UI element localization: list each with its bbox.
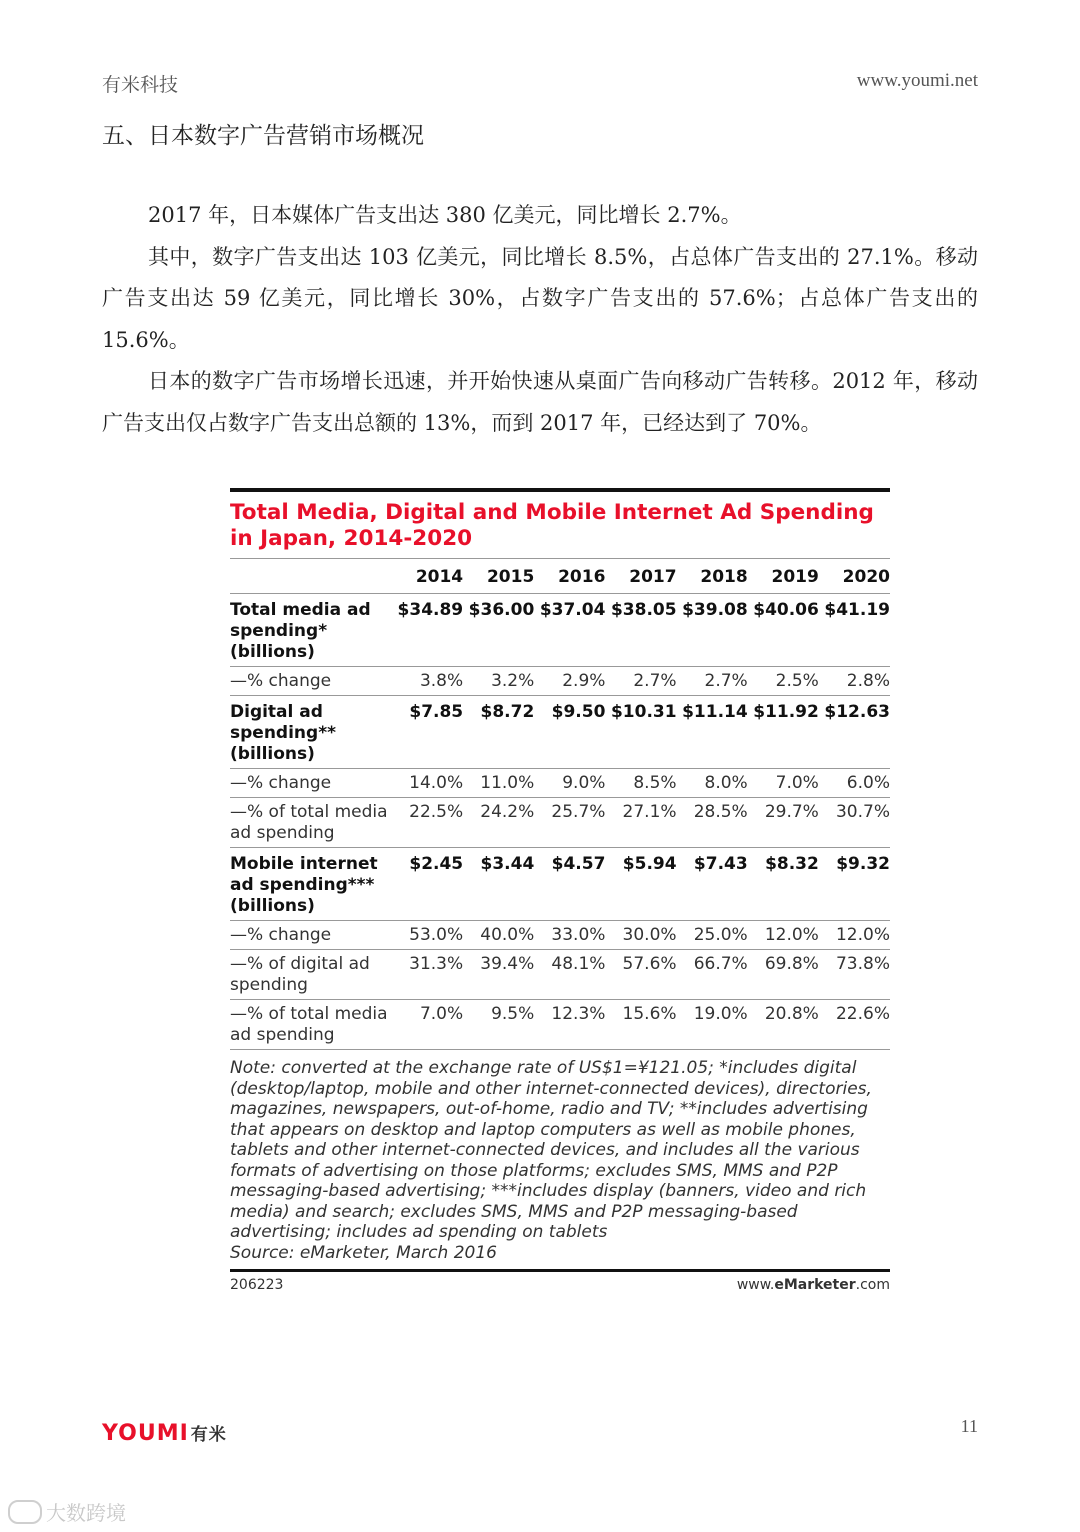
- table-cell: 2.7%: [633, 671, 677, 691]
- table-body: [230, 594, 890, 1050]
- table-cell: 48.1%: [551, 954, 606, 974]
- table-title: Total Media, Digital and Mobile Internet Ad Spending in Japan, 2014-2020: [230, 500, 874, 551]
- table-row: [230, 696, 890, 769]
- table-cell: 3.8%: [419, 671, 464, 691]
- table-cell: 30.7%: [835, 802, 890, 822]
- table-cell: $10.31: [610, 702, 677, 722]
- table-cell: 25.7%: [551, 802, 606, 822]
- table-cell: 2.5%: [775, 671, 819, 691]
- table-row: [230, 798, 890, 848]
- table-cell: $9.32: [836, 854, 890, 874]
- table-note: [230, 1058, 890, 1263]
- youmi-logo: [102, 1420, 227, 1446]
- table-cell: 11.0%: [480, 773, 535, 793]
- table-cell: $5.94: [622, 854, 677, 874]
- table-cell: 8.5%: [633, 773, 677, 793]
- table-cell: 22.5%: [409, 802, 464, 822]
- table-header-label: [230, 559, 392, 594]
- paragraph-2: 其中，数字广告支出达 103 亿美元，同比增长 8.5%，占总体广告支出的 27.1%。移动广告支出达 59 亿美元，同比增长 30%，占数字广告支出的 57.6%；占总体广告支出的 15.6%。: [102, 244, 978, 352]
- row-label: —% change: [230, 671, 332, 691]
- table-cell: $8.32: [765, 854, 819, 874]
- ad-spending-table: [230, 558, 890, 1050]
- table-cell: 33.0%: [551, 925, 606, 945]
- table-header-year: 2014: [415, 567, 464, 587]
- table-cell: 15.6%: [622, 1004, 677, 1024]
- table-header-year: 2019: [771, 567, 819, 587]
- row-label: —% change: [230, 925, 332, 945]
- table-cell: $39.08: [682, 600, 748, 620]
- chart-id: 206223: [230, 1277, 284, 1293]
- header-website: www.youmi.net: [856, 70, 978, 91]
- table-header-year: 2016: [558, 567, 606, 587]
- site-brand: eMarketer: [774, 1277, 856, 1293]
- table-cell: 73.8%: [835, 954, 890, 974]
- table-cell: 40.0%: [480, 925, 535, 945]
- table-top-rule: [230, 488, 890, 492]
- table-cell: $38.05: [610, 600, 677, 620]
- table-cell: $4.57: [551, 854, 606, 874]
- section-title: 五、日本数字广告营销市场概况: [102, 123, 424, 149]
- table-cell: 69.8%: [764, 954, 819, 974]
- row-label: Total media ad spending* (billions): [230, 600, 371, 662]
- table-cell: 19.0%: [693, 1004, 748, 1024]
- table-cell: 29.7%: [764, 802, 819, 822]
- table-cell: 30.0%: [622, 925, 677, 945]
- table-cell: 39.4%: [480, 954, 535, 974]
- table-header-year: 2020: [842, 567, 890, 587]
- table-cell: 14.0%: [409, 773, 464, 793]
- table-header-row: [230, 559, 890, 594]
- table-cell: 53.0%: [409, 925, 464, 945]
- table-cell: $8.72: [480, 702, 535, 722]
- table-header-year: 2018: [700, 567, 748, 587]
- table-row: [230, 950, 890, 1000]
- site-prefix: www.: [736, 1277, 775, 1293]
- table-cell: 2.8%: [846, 671, 890, 691]
- table-note-text: Note: converted at the exchange rate of US$1=¥121.05; *includes digital (desktop/laptop, mobile and other internet-connected devices), directories, magazines, newspapers, out-of-home, radio and TV; **includes advertising that appears on desktop and laptop computers as well as mobile phones, tablets and other internet-connected devices, and includes all the various formats of advertising on those platforms; excludes SMS, MMS and P2P messaging-based advertising; ***includes display (banners, video and rich media) and search; excludes SMS, MMS and P2P messaging-based advertising; includes ad spending on tablets: [230, 1058, 872, 1242]
- table-cell: 9.0%: [562, 773, 606, 793]
- paragraph-1: 2017 年，日本媒体广告支出达 380 亿美元，同比增长 2.7%。: [148, 203, 742, 227]
- table-cell: 31.3%: [409, 954, 464, 974]
- paragraph-3: 日本的数字广告市场增长迅速，并开始快速从桌面广告向移动广告转移。2012 年，移动广告支出仅占数字广告支出总额的 13%，而到 2017 年，已经达到了 70%。: [102, 369, 978, 435]
- table-cell: 12.3%: [551, 1004, 606, 1024]
- table-row: [230, 594, 890, 667]
- watermark: [8, 1497, 126, 1526]
- logo-text: YOUMI: [102, 1421, 189, 1446]
- table-cell: $37.04: [539, 600, 606, 620]
- watermark-text: 大数跨境: [46, 1501, 126, 1525]
- table-source: Source: eMarketer, March 2016: [230, 1242, 497, 1263]
- ad-spending-table-figure: [230, 488, 890, 1293]
- table-cell: 12.0%: [835, 925, 890, 945]
- table-row: [230, 848, 890, 921]
- table-row: [230, 667, 890, 696]
- table-cell: 25.0%: [693, 925, 748, 945]
- table-cell: $7.43: [693, 854, 748, 874]
- row-label: —% of total media ad spending: [230, 802, 388, 843]
- table-cell: $40.06: [753, 600, 819, 620]
- body-text: [102, 195, 978, 444]
- table-row: [230, 1000, 890, 1050]
- table-cell: 24.2%: [480, 802, 535, 822]
- row-label: Mobile internet ad spending*** (billions): [230, 854, 378, 916]
- table-cell: 20.8%: [764, 1004, 819, 1024]
- table-header-year: 2017: [629, 567, 677, 587]
- table-cell: 9.5%: [491, 1004, 535, 1024]
- table-cell: 66.7%: [693, 954, 748, 974]
- table-cell: 22.6%: [835, 1004, 890, 1024]
- table-cell: $2.45: [409, 854, 464, 874]
- page-number: 11: [960, 1416, 978, 1436]
- site-suffix: .com: [855, 1277, 890, 1293]
- table-cell: $12.63: [824, 702, 890, 722]
- table-cell: 27.1%: [622, 802, 677, 822]
- table-cell: 3.2%: [491, 671, 535, 691]
- table-cell: $7.85: [409, 702, 464, 722]
- table-cell: $41.19: [824, 600, 890, 620]
- table-row: [230, 769, 890, 798]
- table-cell: 2.7%: [704, 671, 748, 691]
- row-label: —% of digital ad spending: [230, 954, 370, 995]
- emarketer-site: [737, 1277, 890, 1293]
- table-row: [230, 921, 890, 950]
- table-cell: $9.50: [551, 702, 606, 722]
- table-cell: 2.9%: [562, 671, 606, 691]
- table-cell: 12.0%: [764, 925, 819, 945]
- table-cell: 7.0%: [419, 1004, 464, 1024]
- watermark-logo-icon: [8, 1500, 42, 1524]
- row-label: —% of total media ad spending: [230, 1004, 388, 1045]
- table-cell: 7.0%: [775, 773, 819, 793]
- table-header-year: 2015: [486, 567, 535, 587]
- table-cell: $11.14: [682, 702, 748, 722]
- table-cell: $36.00: [468, 600, 535, 620]
- logo-cn-text: 有米: [190, 1425, 227, 1445]
- table-cell: 6.0%: [846, 773, 890, 793]
- table-cell: $11.92: [753, 702, 819, 722]
- table-cell: $34.89: [397, 600, 464, 620]
- row-label: Digital ad spending** (billions): [230, 702, 336, 764]
- row-label: —% change: [230, 773, 332, 793]
- table-cell: 8.0%: [704, 773, 748, 793]
- table-cell: 28.5%: [693, 802, 748, 822]
- table-footer: [230, 1277, 890, 1293]
- table-cell: $3.44: [480, 854, 535, 874]
- table-bottom-rule: [230, 1269, 890, 1272]
- header-company: 有米科技: [102, 74, 179, 96]
- table-cell: 57.6%: [622, 954, 677, 974]
